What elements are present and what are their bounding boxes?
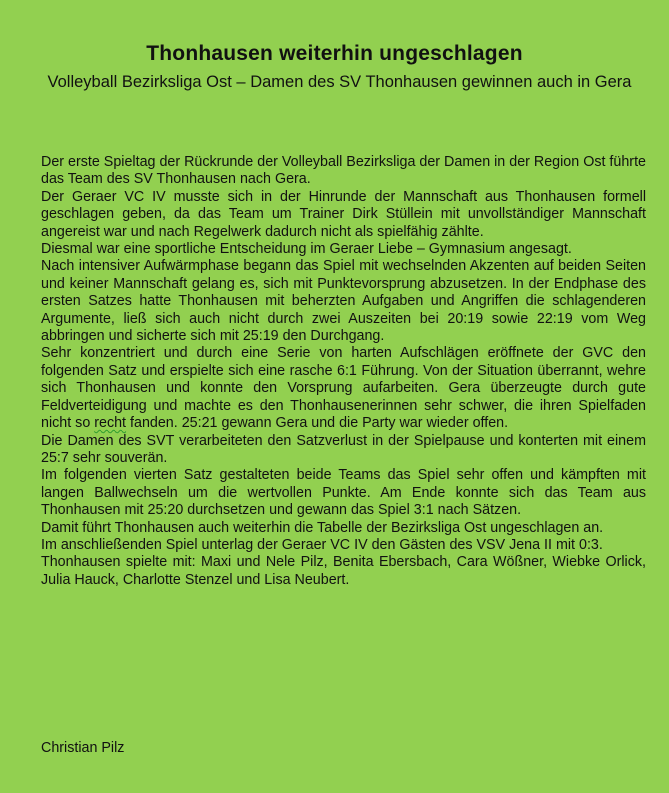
article-title: Thonhausen weiterhin ungeschlagen	[146, 42, 523, 65]
article-body	[41, 154, 646, 589]
article-author: Christian Pilz	[41, 740, 125, 756]
paragraph-second-set	[41, 345, 646, 432]
paragraph-first-set: Nach intensiver Aufwärmphase begann das Spiel mit wechselnden Akzenten auf beiden Seiten und keiner Mannschaft gelang es, sich mit Punktevorsprung abzusetzen. In der Endphase des ersten Satzes hatte Thonhausen mit beherzten Aufgaben und Angriffen die schlagenderen Argumente, ließ sich auch nicht durch zwei Auszeiten bei 20:19 sowie 22:19 vom Weg abbringen und sicherte sich mit 25:19 den Durchgang.	[41, 258, 646, 345]
second-set-text-end: fanden. 25:21 gewann Gera und die Party war wieder offen.	[126, 415, 509, 432]
paragraph-background: Der Geraer VC IV musste sich in der Hinrunde der Mannschaft aus Thonhausen formell geschlagen geben, da das Team um Trainer Dirk Stüllein mit unvollständiger Mannschaft angereist war und nach Regelwerk dadurch nicht als spielfähig zählte.	[41, 188, 646, 240]
second-set-text-start: Sehr konzentriert und durch eine Serie von harten Aufschlägen eröffnete der GVC den folgenden Satz und erspielte sich eine rasche 6:1 Führung. Von der Situation überrannt, wehre sich Thonhausen und konnte den Vorsprung aufarbeiten. Gera überzeugte durch gute Feldverteidigung und machte es den Thonhausenerinnen sehr schwer, die ihren Spielfaden nicht so	[41, 345, 646, 432]
paragraph-standing: Damit führt Thonhausen auch weiterhin die Tabelle der Bezirksliga Ost ungeschlagen an.	[41, 519, 604, 536]
paragraph-third-set: Die Damen des SVT verarbeiteten den Satzverlust in der Spielpause und konterten mit einem 25:7 sehr souverän.	[41, 432, 646, 466]
paragraph-other-match: Im anschließenden Spiel unterlag der Geraer VC IV den Gästen des VSV Jena II mit 0:3.	[41, 536, 603, 553]
paragraph-intro: Der erste Spieltag der Rückrunde der Volleyball Bezirksliga der Damen in der Region Ost führte das Team des SV Thonhausen nach Gera.	[41, 154, 646, 188]
paragraph-fourth-set: Im folgenden vierten Satz gestalteten beide Teams das Spiel sehr offen und kämpften mit langen Ballwechseln um die wertvollen Punkte. Am Ende konnte sich das Team aus Thonhausen mit 25:20 durchsetzen und gewann das Spiel 3:1 nach Sätzen.	[41, 467, 646, 519]
paragraph-venue: Diesmal war eine sportliche Entscheidung im Geraer Liebe – Gymnasium angesagt.	[41, 241, 572, 258]
spellcheck-marked-word: recht	[94, 415, 127, 432]
article-subtitle: Volleyball Bezirksliga Ost – Damen des SV Thonhausen gewinnen auch in Gera	[47, 73, 632, 91]
paragraph-lineup: Thonhausen spielte mit: Maxi und Nele Pilz, Benita Ebersbach, Cara Wößner, Wiebke Orlick, Julia Hauck, Charlotte Stenzel und Lisa Neubert.	[41, 554, 646, 588]
